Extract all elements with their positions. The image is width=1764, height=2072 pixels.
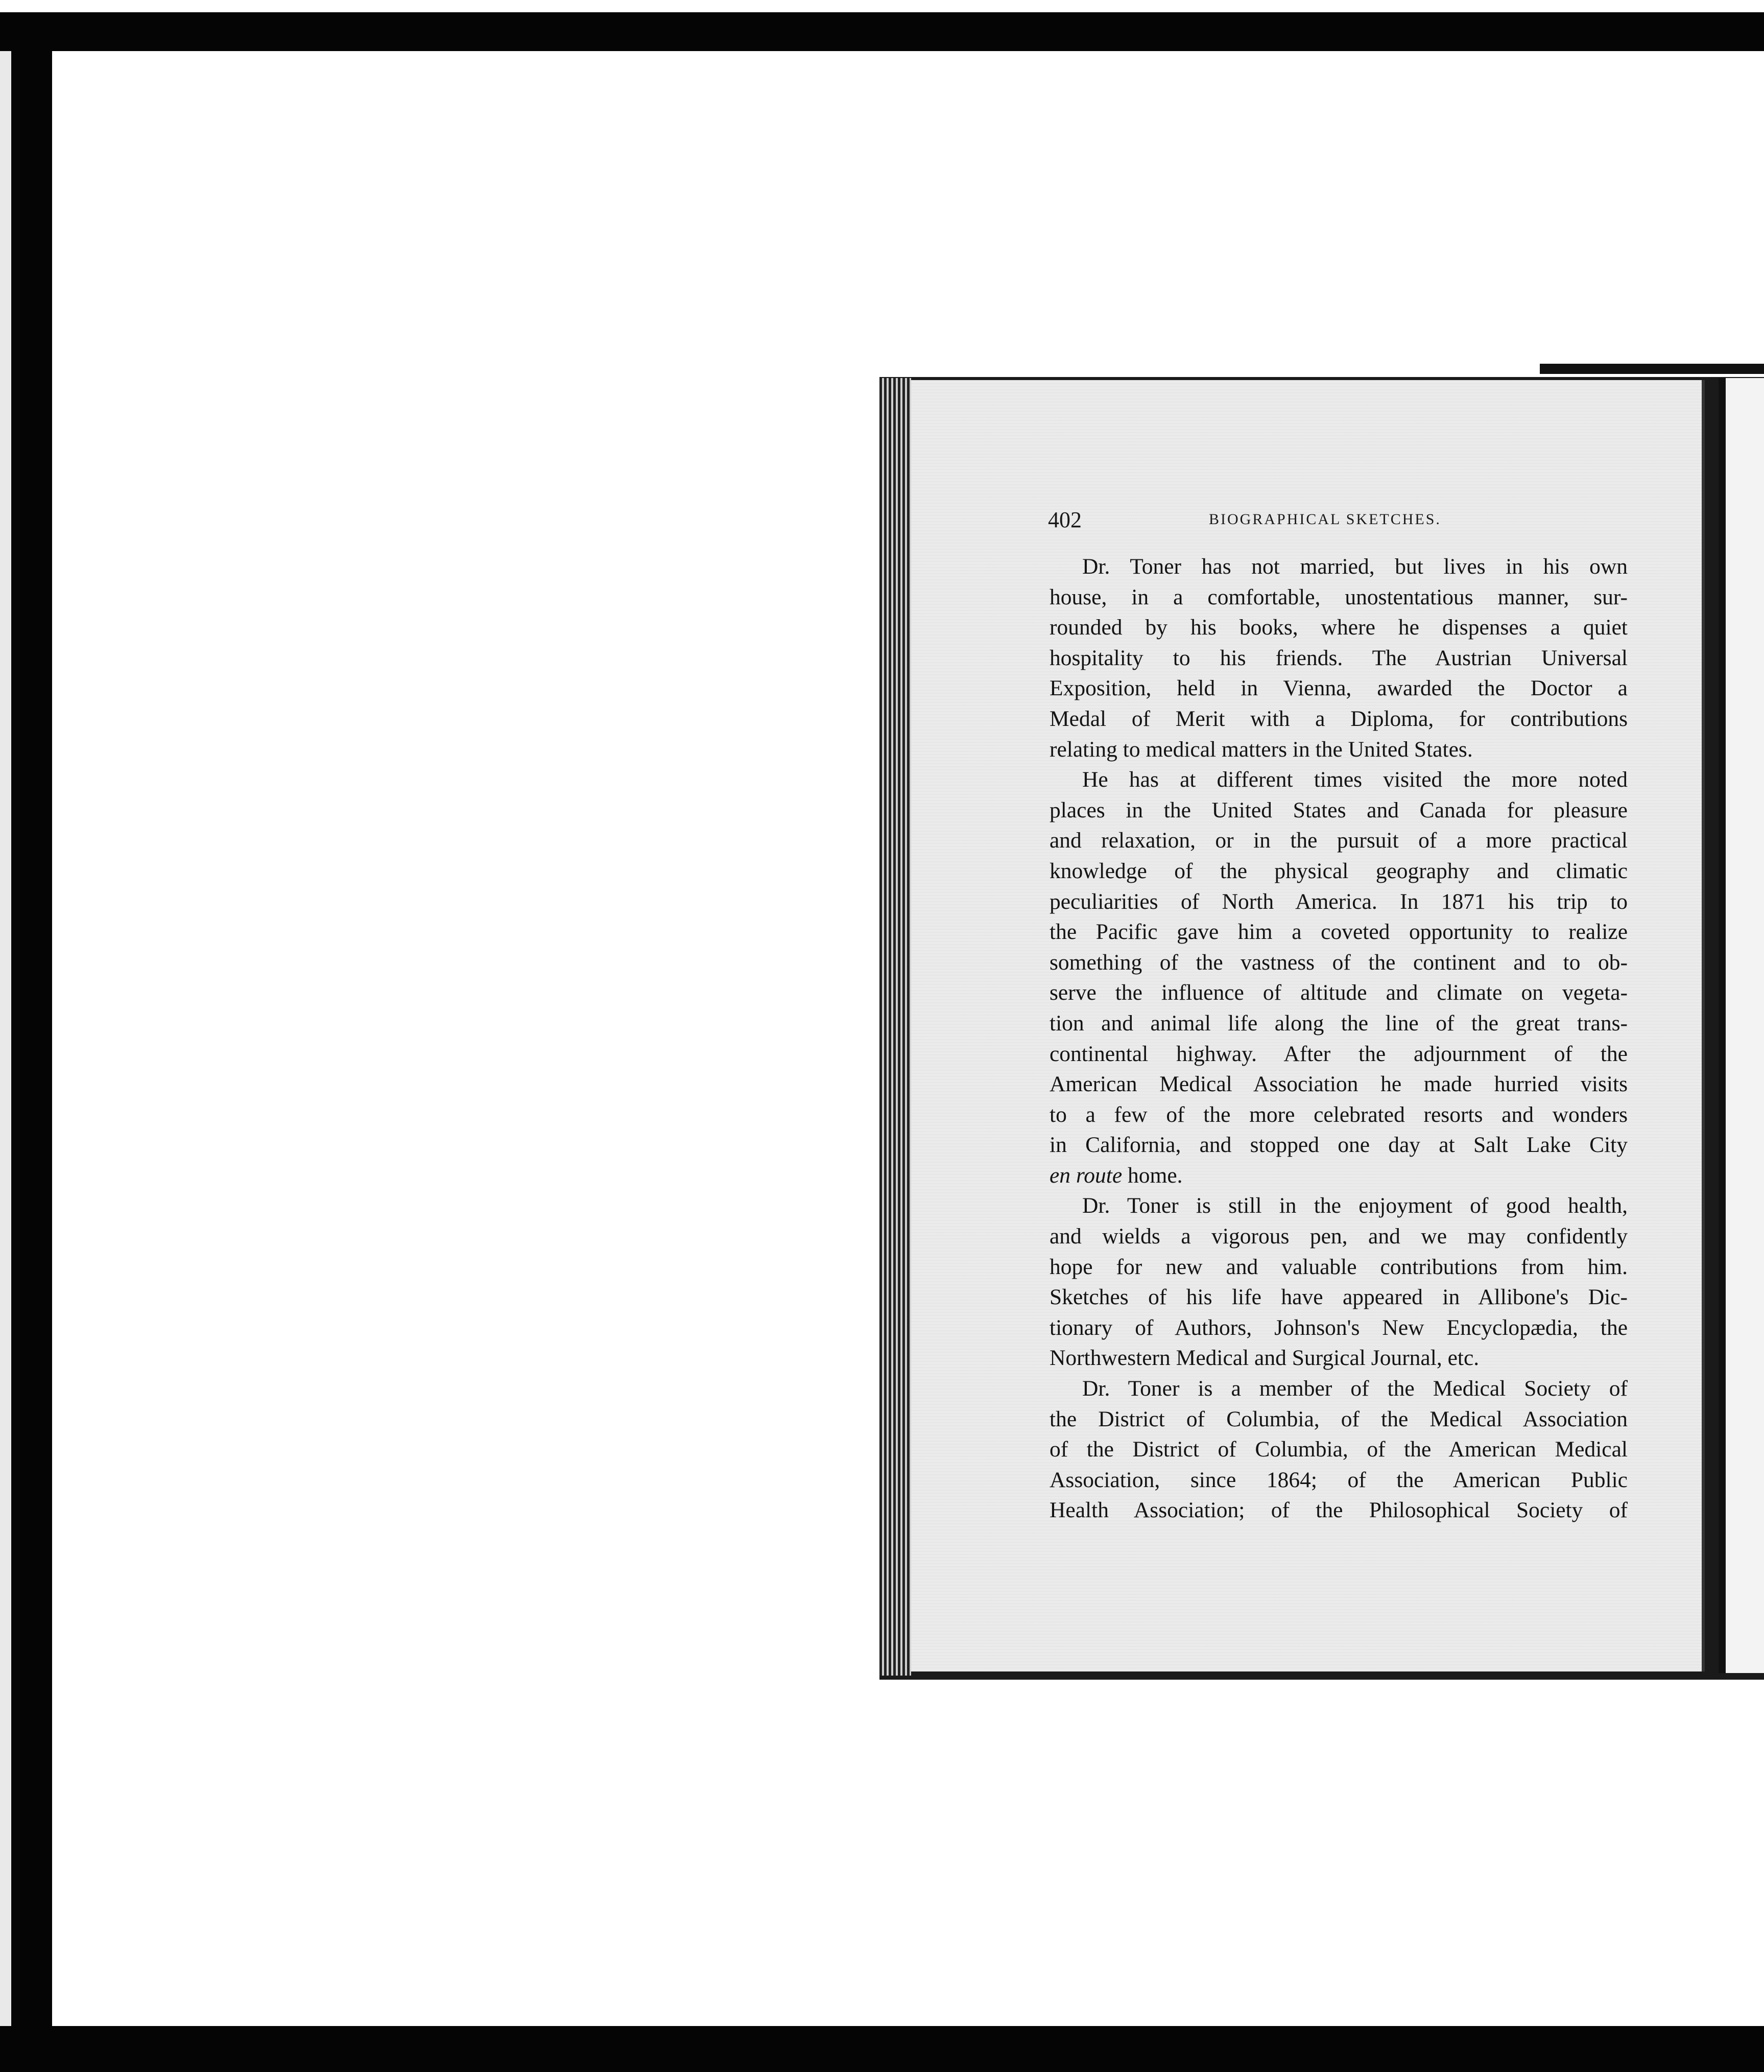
text-line: house, in a comfortable, unostentatious manner, sur- <box>1050 584 1628 609</box>
text-line: the District of Columbia, of the Medical Association <box>1050 1406 1628 1431</box>
italic-phrase: en route <box>1050 1163 1123 1188</box>
text-line: knowledge of the physical geography and climatic <box>1050 858 1628 883</box>
page-edges <box>879 378 911 1676</box>
text-line: the Pacific gave him a coveted opportunity to realize <box>1050 920 1628 945</box>
text-line: Exposition, held in Vienna, awarded the Doctor a <box>1050 676 1628 701</box>
text-line: and wields a vigorous pen, and we may confidently <box>1050 1224 1628 1249</box>
text-line: and relaxation, or in the pursuit of a more practical <box>1050 828 1628 853</box>
text-line: places in the United States and Canada for pleasure <box>1050 797 1628 822</box>
paragraph <box>1050 552 1628 765</box>
text-line: Dr. Toner has not married, but lives in his own <box>1082 554 1628 579</box>
frame-top-border <box>0 12 1764 51</box>
text-line: He has at different times visited the more noted <box>1082 767 1628 792</box>
frame-left-edge <box>0 46 11 2028</box>
facing-page-edge <box>1719 378 1764 1673</box>
frame-left-border <box>11 12 52 2035</box>
text-line: Northwestern Medical and Surgical Journal, etc. <box>1050 1346 1480 1371</box>
text-line: hospitality to his friends. The Austrian Universal <box>1050 645 1628 670</box>
text-line: tion and animal life along the line of the great trans- <box>1050 1010 1628 1035</box>
text-line: hope for new and valuable contributions from him. <box>1050 1254 1628 1279</box>
text-line <box>1050 1161 1628 1191</box>
text-line: in California, and stopped one day at Salt Lake City <box>1050 1133 1628 1158</box>
text-line: Sketches of his life have appeared in Allibone's Dic- <box>1050 1285 1628 1310</box>
text-line: peculiarities of North America. In 1871 his trip to <box>1050 889 1628 914</box>
text-line: something of the vastness of the continent and to ob- <box>1050 950 1628 975</box>
text-line: Dr. Toner is still in the enjoyment of good health, <box>1082 1193 1628 1218</box>
text-line: relating to medical matters in the United States. <box>1050 737 1473 762</box>
book-spine-top <box>1540 364 1764 374</box>
text-line: Health Association; of the Philosophical Society of <box>1050 1498 1628 1523</box>
running-head <box>1048 507 1625 537</box>
text-line: rounded by his books, where he dispenses a quiet <box>1050 615 1628 640</box>
text-line: American Medical Association he made hurried visits <box>1050 1072 1628 1097</box>
page-number: 402 <box>1048 507 1082 532</box>
text-line: Dr. Toner is a member of the Medical Society of <box>1082 1376 1628 1401</box>
text-line: serve the influence of altitude and climate on vegeta- <box>1050 980 1628 1005</box>
running-head-title: BIOGRAPHICAL SKETCHES. <box>1209 511 1441 528</box>
text-line: continental highway. After the adjournment of the <box>1050 1041 1628 1066</box>
text-line: tionary of Authors, Johnson's New Encyclopædia, the <box>1050 1315 1628 1340</box>
closing-text: home. <box>1122 1163 1183 1188</box>
frame-bottom-border <box>0 2026 1764 2072</box>
paragraph <box>1050 1374 1628 1526</box>
paragraph <box>1050 765 1628 1191</box>
text-line: Association, since 1864; of the American Public <box>1050 1467 1628 1492</box>
text-line: Medal of Merit with a Diploma, for contributions <box>1050 706 1628 731</box>
body-text <box>1050 552 1628 1526</box>
text-line: of the District of Columbia, of the American Medical <box>1050 1437 1628 1462</box>
paragraph <box>1050 1191 1628 1374</box>
text-line: to a few of the more celebrated resorts and wonders <box>1050 1102 1628 1127</box>
